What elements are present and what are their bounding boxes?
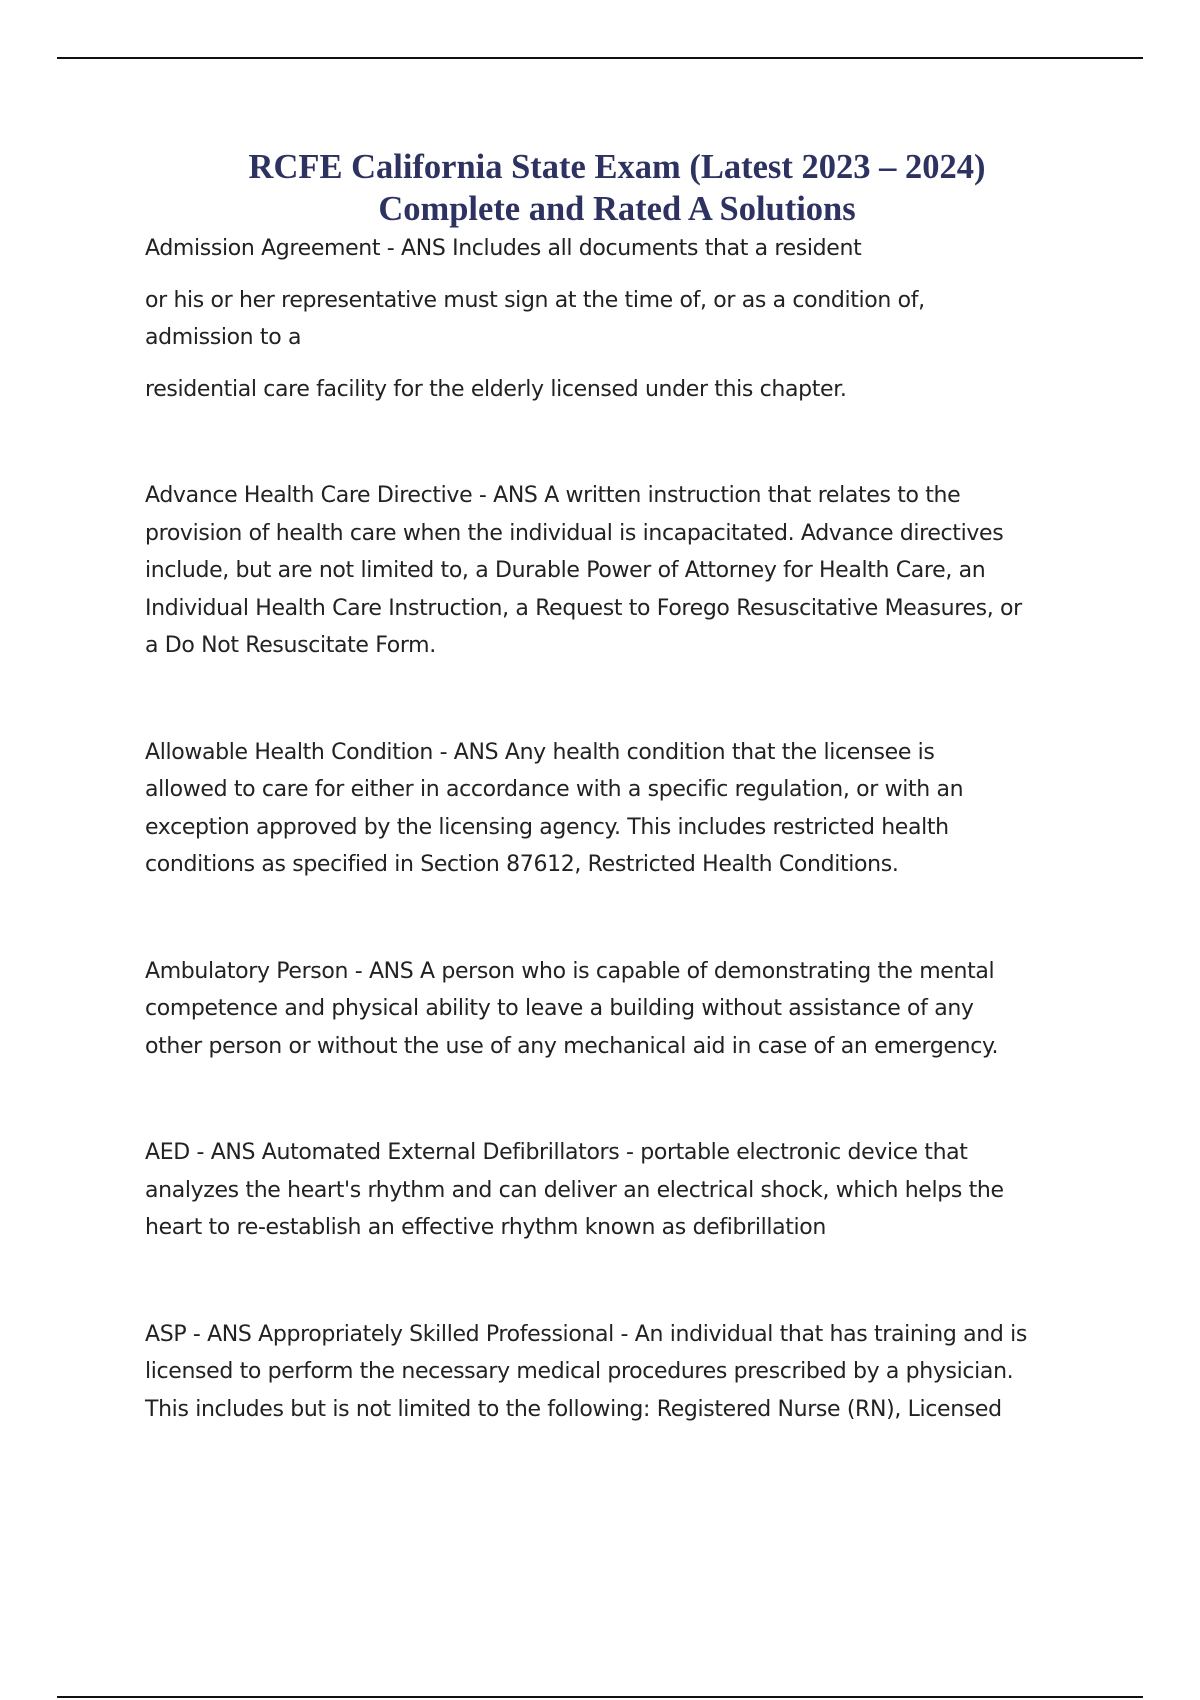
- text-line: Individual Health Care Instruction, a Request to Forego Resuscitative Measures, or: [145, 595, 1022, 621]
- text-line: Advance Health Care Directive - ANS A written instruction that relates to the: [145, 483, 961, 508]
- paragraph-admission-agreement-end: [145, 371, 1100, 409]
- text-line: AED - ANS Automated External Defibrillators - portable electronic device that: [145, 1140, 968, 1165]
- text-line: heart to re-establish an effective rhythm known as defibrillation: [145, 1215, 826, 1240]
- title-line: Complete and Rated A Solutions: [378, 190, 856, 228]
- title-line: RCFE California State Exam (Latest 2023 – 2024): [248, 148, 986, 186]
- paragraph-allowable-health-condition: [145, 734, 1100, 884]
- text-line: Ambulatory Person - ANS A person who is capable of demonstrating the mental: [145, 958, 995, 984]
- document-title: [120, 146, 1114, 230]
- text-line: competence and physical ability to leave a building without assistance of any: [145, 996, 974, 1021]
- text-line: a Do Not Resuscitate Form.: [145, 633, 436, 658]
- text-line: other person or without the use of any mechanical aid in case of an emergency.: [145, 1033, 999, 1059]
- paragraph-aed: [145, 1134, 1100, 1247]
- text-line: residential care facility for the elderly licensed under this chapter.: [145, 376, 847, 402]
- text-line: analyzes the heart's rhythm and can deliver an electrical shock, which helps the: [145, 1177, 1004, 1203]
- paragraph-asp: [145, 1316, 1100, 1429]
- document-body: [145, 230, 1100, 1428]
- text-line: licensed to perform the necessary medical procedures prescribed by a physician.: [145, 1359, 1014, 1384]
- paragraph-ambulatory-person: [145, 953, 1100, 1066]
- paragraph-admission-agreement: [145, 230, 1100, 268]
- text-line: conditions as specified in Section 87612, Restricted Health Conditions.: [145, 852, 899, 877]
- text-line: allowed to care for either in accordance with a specific regulation, or with an: [145, 777, 964, 802]
- text-line: exception approved by the licensing agency. This includes restricted health: [145, 814, 949, 840]
- text-line: This includes but is not limited to the following: Registered Nurse (RN), Licensed: [145, 1396, 1002, 1422]
- text-line: include, but are not limited to, a Durable Power of Attorney for Health Care, an: [145, 558, 986, 583]
- text-line: ASP - ANS Appropriately Skilled Professional - An individual that has training and is: [145, 1321, 1027, 1347]
- paragraph-advance-health-care-directive: [145, 477, 1100, 665]
- text-line: Admission Agreement - ANS Includes all documents that a resident: [145, 236, 862, 261]
- text-line: Allowable Health Condition - ANS Any health condition that the licensee is: [145, 739, 935, 765]
- text-line: admission to a: [145, 325, 302, 350]
- paragraph-admission-agreement-cont: [145, 282, 1100, 357]
- text-line: or his or her representative must sign at the time of, or as a condition of,: [145, 287, 925, 313]
- header-rule: [57, 57, 1143, 59]
- text-line: provision of health care when the individual is incapacitated. Advance directives: [145, 520, 1004, 546]
- footer-rule: [57, 1696, 1143, 1698]
